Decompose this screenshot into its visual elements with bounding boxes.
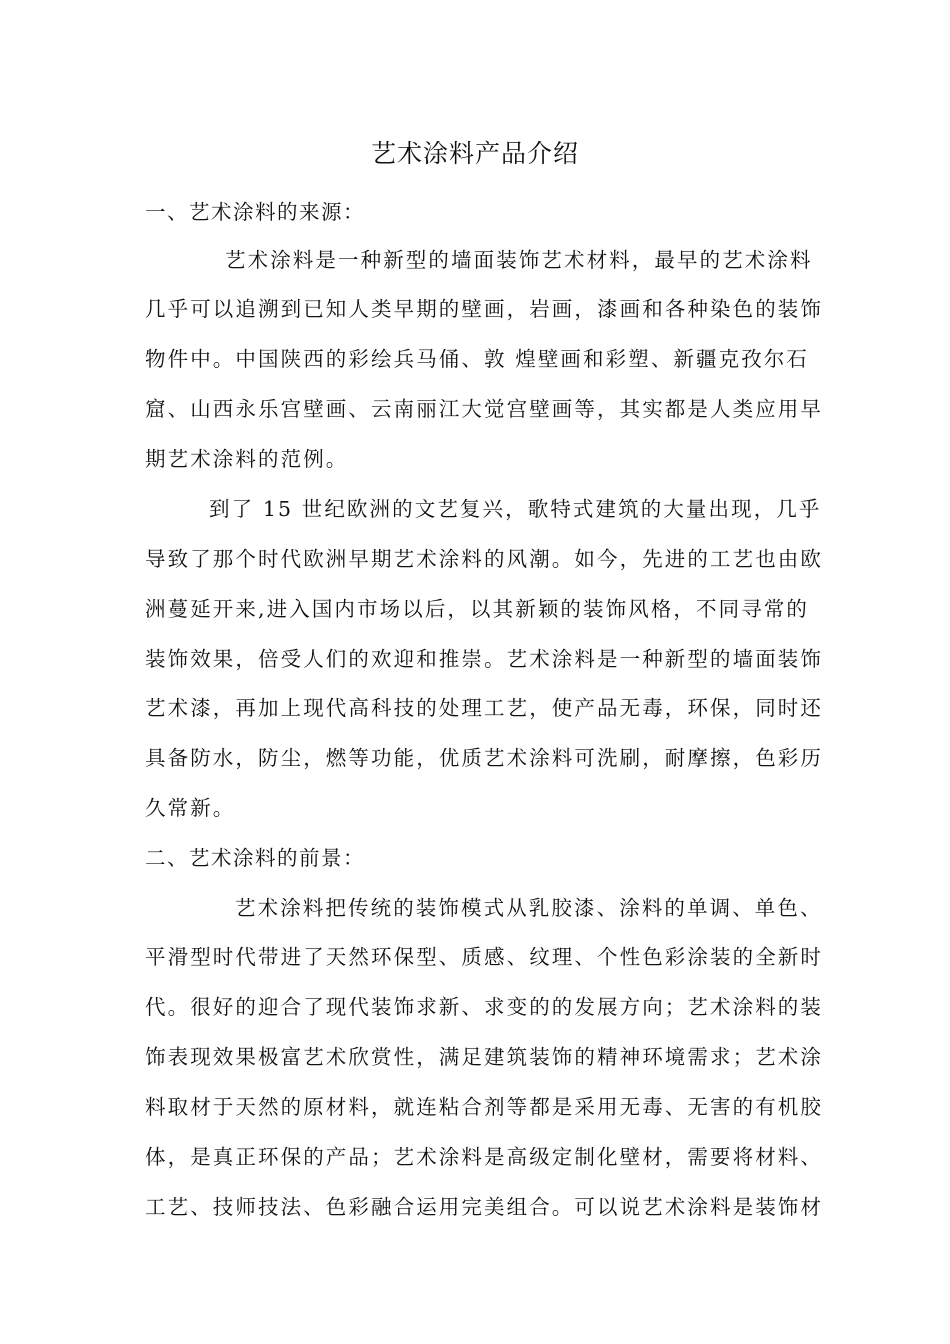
paragraph-line: 艺术漆，再加上现代高科技的处理工艺，使产品无毒，环保，同时还 (145, 696, 823, 720)
paragraph-line: 到了 15 世纪欧洲的文艺复兴，歌特式建筑的大量出现，几乎 (209, 497, 822, 521)
section-heading: 二、艺术涂料的前景： (145, 846, 365, 870)
paragraph-line: 料取材于天然的原材料，就连粘合剂等都是采用无毒、无害的有机胶 (145, 1095, 823, 1119)
paragraph-line: 工艺、技师技法、色彩融合运用完美组合。可以说艺术涂料是装饰材 (145, 1195, 823, 1219)
paragraph-line: 装饰效果，倍受人们的欢迎和推崇。艺术涂料是一种新型的墙面装饰 (145, 647, 823, 671)
section-heading: 一、艺术涂料的来源： (145, 200, 365, 224)
paragraph-line: 洲蔓延开来,进入国内市场以后，以其新颖的装饰风格，不同寻常的 (145, 597, 810, 621)
paragraph-line: 饰表现效果极富艺术欣赏性，满足建筑装饰的精神环境需求；艺术涂 (145, 1045, 823, 1069)
paragraph-line: 具备防水，防尘，燃等功能，优质艺术涂料可洗刷，耐摩擦，色彩历 (145, 746, 823, 770)
paragraph-line: 艺术涂料是一种新型的墙面装饰艺术材料，最早的艺术涂料 (225, 248, 813, 272)
paragraph-line: 平滑型时代带进了天然环保型、质感、纹理、个性色彩涂装的全新时 (145, 945, 823, 969)
document-title: 艺术涂料产品介绍 (370, 139, 579, 168)
paragraph-line: 几乎可以追溯到已知人类早期的壁画，岩画，漆画和各种染色的装饰 (145, 297, 823, 321)
paragraph-line: 体，是真正环保的产品；艺术涂料是高级定制化壁材，需要将材料、 (145, 1145, 823, 1169)
paragraph-line: 久常新。 (145, 796, 236, 820)
paragraph-line: 代。很好的迎合了现代装饰求新、求变的的发展方向；艺术涂料的装 (145, 995, 823, 1019)
paragraph-line: 窟、山西永乐宫壁画、云南丽江大觉宫壁画等，其实都是人类应用早 (145, 397, 823, 421)
paragraph-line: 物件中。中国陕西的彩绘兵马俑、敦 煌壁画和彩塑、新疆克孜尔石 (145, 347, 810, 371)
paragraph-line: 艺术涂料把传统的装饰模式从乳胶漆、涂料的单调、单色、 (235, 896, 823, 920)
paragraph-line: 导致了那个时代欧洲早期艺术涂料的风潮。如今，先进的工艺也由欧 (145, 547, 823, 571)
paragraph-line: 期艺术涂料的范例。 (145, 447, 349, 471)
